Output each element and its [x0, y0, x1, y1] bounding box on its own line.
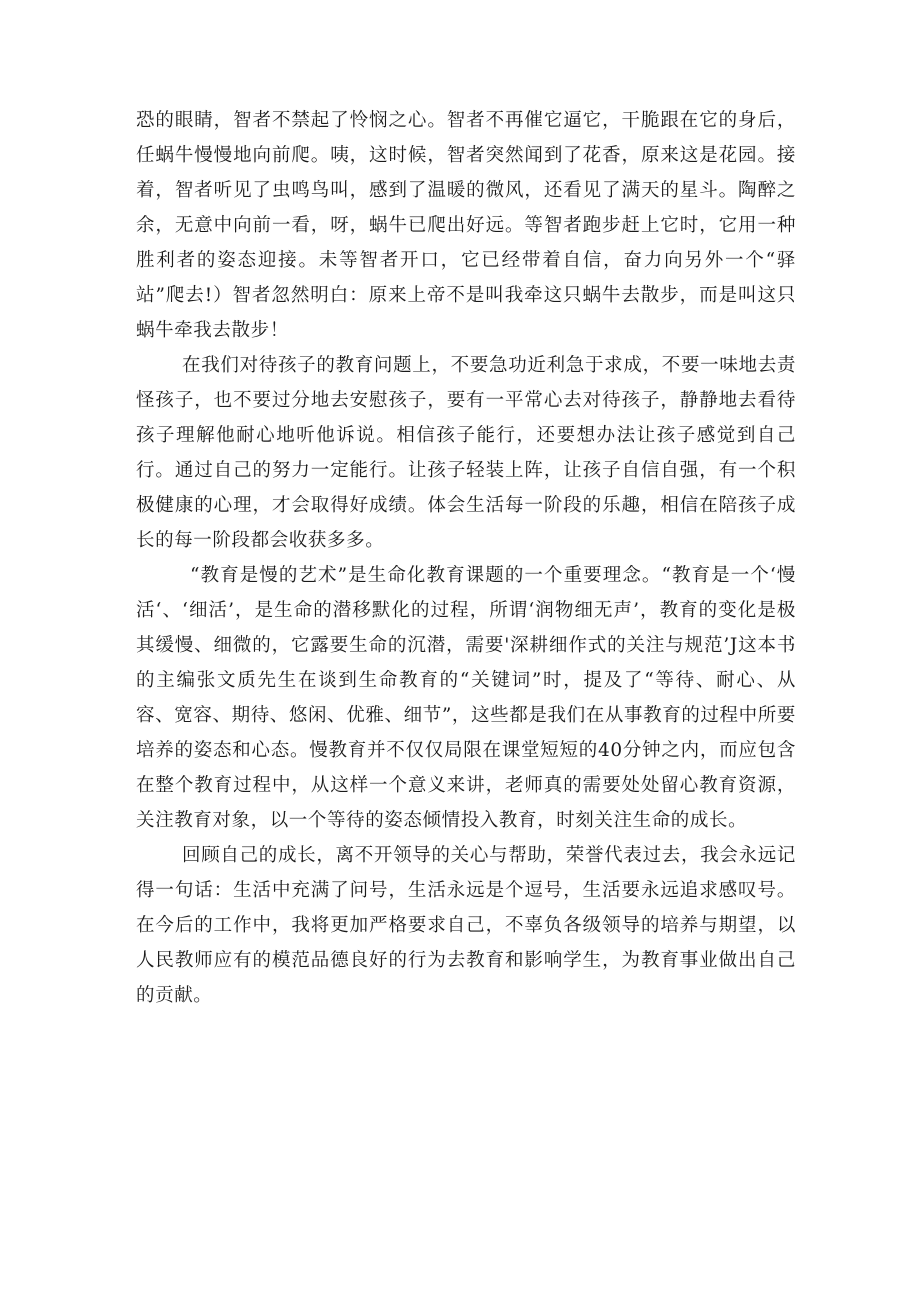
paragraph-3: “教育是慢的艺术”是生命化教育课题的一个重要理念。“教育是一个‘慢活‘、‘细活’，是生命的潜移默化的过程，所谓‘润物细无声’，教育的变化是极其缓慢、细微的，它露要生命的沉潜，需要'深耕细作式的关注与规范’J这本书的主编张文质先生在谈到生命教育的“关键词”时，提及了“等待、耐心、从容、宽容、期待、悠闲、优雅、细节”，这些都是我们在从事教育的过程中所要培养的姿态和心态。慢教育并不仅仅局限在课堂短短的40分钟之内，而应包含在整个教育过程中，从这样一个意义来讲，老师真的需要处处留心教育资源，关注教育对象，以一个等待的姿态倾情投入教育，时刻关注生命的成长。 [136, 565, 796, 831]
paragraph-2: 在我们对待孩子的教育问题上，不要急功近利急于求成，不要一味地去责怪孩子，也不要过分地去安慰孩子，要有一平常心去对待孩子，静静地去看待孩子理解他耐心地听他诉说。相信孩子能行，还要想办法让孩子感觉到自己行。通过自己的努力一定能行。让孩子轻装上阵，让孩子自信自强，有一个积极健康的心理，才会取得好成绩。体会生活每一阶段的乐趣，相信在陪孩子成长的每一阶段都会收获多多。 [136, 355, 796, 551]
paragraph-1: 恐的眼睛，智者不禁起了怜悯之心。智者不再催它逼它，干脆跟在它的身后，任蜗牛慢慢地向前爬。咦，这时候，智者突然闻到了花香，原来这是花园。接着，智者听见了虫鸣鸟叫，感到了温暖的微风，还看见了满天的星斗。陶醉之余，无意中向前一看，呀，蜗牛已爬出好远。等智者跑步赶上它时，它用一种胜利者的姿态迎接。未等智者开口，它已经带着自信，奋力向另外一个“驿站”爬去!）智者忽然明白：原来上帝不是叫我牵这只蜗牛去散步，而是叫这只蜗牛牵我去散步！ [136, 110, 796, 341]
document-body [136, 103, 796, 1013]
paragraph-4: 回顾自己的成长，离不开领导的关心与帮助，荣誉代表过去，我会永远记得一句话：生活中充满了问号，生活永远是个逗号，生活要永远追求感叹号。在今后的工作中，我将更加严格要求自己，不辜负各级领导的培养与期望，以人民教师应有的模范品德良好的行为去教育和影响学生，为教育事业做出自己的贡献。 [136, 845, 796, 1006]
